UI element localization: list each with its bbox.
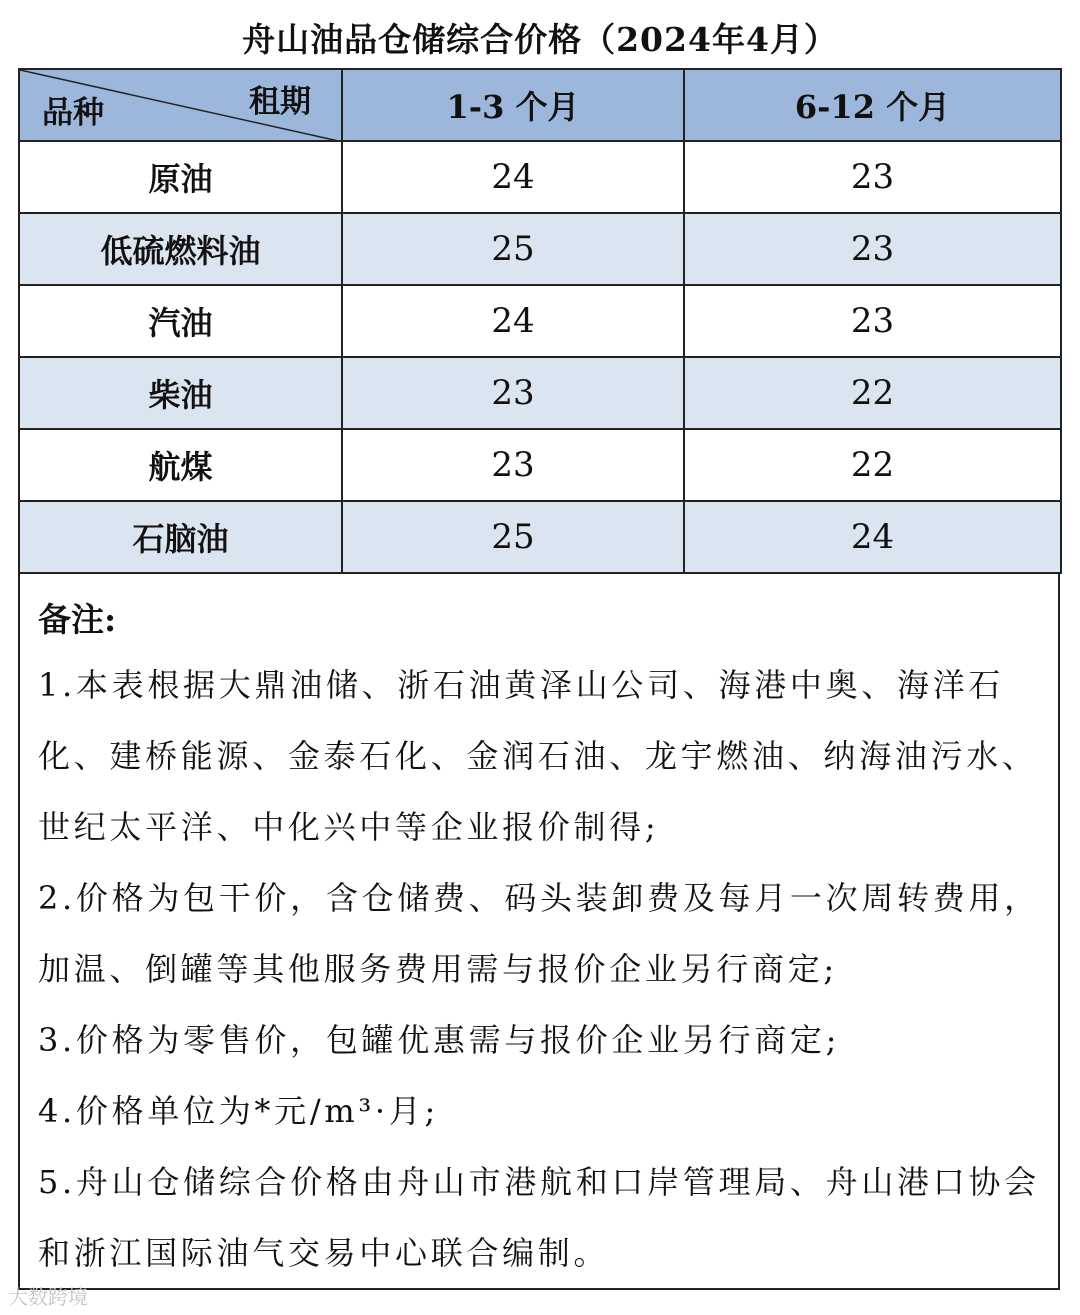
table-row <box>19 213 1061 285</box>
table-row <box>19 141 1061 213</box>
table-row <box>19 429 1061 501</box>
column-header-long-term: 6-12 个月 <box>684 69 1061 141</box>
price-long-term: 24 <box>684 501 1061 573</box>
price-short-term: 25 <box>342 501 684 573</box>
note-item: 3.价格为零售价，包罐优惠需与报价企业另行商定; <box>38 1021 841 1059</box>
product-name: 汽油 <box>19 285 342 357</box>
notes-list <box>38 650 1060 1289</box>
price-short-term: 23 <box>342 429 684 501</box>
price-table <box>18 68 1062 574</box>
price-long-term: 23 <box>684 141 1061 213</box>
table-row <box>19 501 1061 573</box>
product-name: 柴油 <box>19 357 342 429</box>
watermark: 大数跨境 <box>8 1285 88 1309</box>
term-label: 租期 <box>249 84 311 120</box>
note-item: 1.本表根据大鼎油储、浙石油黄泽山公司、海港中奥、海洋石化、建桥能源、金泰石化、金润石油、龙宇燃油、纳海油污水、世纪太平洋、中化兴中等企业报价制得; <box>38 666 1038 846</box>
table-row <box>19 285 1061 357</box>
product-name: 石脑油 <box>19 501 342 573</box>
price-short-term: 23 <box>342 357 684 429</box>
corner-header-cell <box>19 69 342 141</box>
column-header-short-term: 1-3 个月 <box>342 69 684 141</box>
note-item: 5.舟山仓储综合价格由舟山市港航和口岸管理局、舟山港口协会和浙江国际油气交易中心联合编制。 <box>38 1163 1040 1272</box>
price-short-term: 24 <box>342 285 684 357</box>
notes-section <box>38 590 1060 1289</box>
page-title: 舟山油品仓储综合价格（2024年4月） <box>242 20 838 59</box>
notes-heading: 备注: <box>38 600 117 639</box>
table-row <box>19 357 1061 429</box>
note-item: 2.价格为包干价，含仓储费、码头装卸费及每月一次周转费用，加温、倒罐等其他服务费用需与报价企业另行商定; <box>38 879 1040 988</box>
price-long-term: 22 <box>684 357 1061 429</box>
product-name: 原油 <box>19 141 342 213</box>
product-name: 航煤 <box>19 429 342 501</box>
price-long-term: 22 <box>684 429 1061 501</box>
price-long-term: 23 <box>684 285 1061 357</box>
price-short-term: 24 <box>342 141 684 213</box>
note-item: 4.价格单位为*元/m³·月; <box>38 1092 439 1130</box>
product-name: 低硫燃料油 <box>19 213 342 285</box>
price-short-term: 25 <box>342 213 684 285</box>
table-header-row <box>19 69 1061 141</box>
variety-label: 品种 <box>42 95 104 131</box>
price-long-term: 23 <box>684 213 1061 285</box>
